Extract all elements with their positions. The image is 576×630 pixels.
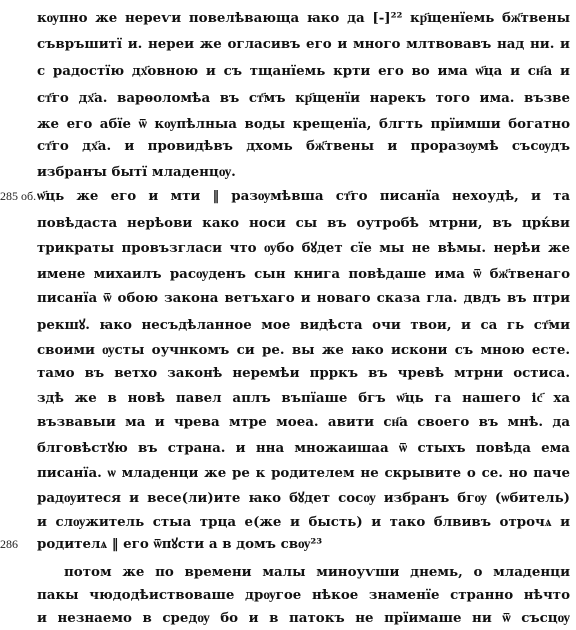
text-line: писанїа. ѡ младенци же ре к родителем не скрывите о се. но паче (37, 465, 570, 481)
text-line: съвръшитї и. нереи же огласивъ его и много млтвовавъ над ни. и (37, 36, 570, 52)
text-line: кѹпно же нереѵи повелѣвающа ꙗко да [-]²² кр҃щенїемь бж҃твены (37, 10, 570, 26)
text-line: родителѧ ‖ его ѿпꙋсти а в домъ свѹ²³ (37, 536, 323, 552)
text-line: имене михаилъ расѹденъ сын книга повѣдаше има ѿ бж҃твенаго (37, 266, 570, 282)
text-line: и слѹжитель стыа трца е(же и бысть) и тако блвивъ отрочѧ и (37, 514, 570, 530)
text-line: и незнаемо в средѹ бо и в патокъ не прїимаше ни ѿ съсцѹ (37, 610, 570, 626)
text-line: ст҃го дх҃а. варѳоломѣа въ ст҃мъ кр҃щенїи нарекъ того има. възве (37, 90, 570, 106)
text-line: блговѣстꙋю въ страна. и нна множаишаа ѿ стыхъ повѣда ема (37, 440, 570, 456)
margin-folio-285ob: 285 об. (0, 189, 36, 203)
text-line: своими ѹсты оучнкомъ си ре. вы же ꙗко искони съ мною есте. (37, 342, 570, 358)
text-line: избранꙑ бытї младенцѹ. (37, 164, 236, 180)
text-line: ст҃го дх҃а. и провидѣвъ дхомь бж҃твены и проразѹмѣ съсѹдъ (37, 138, 570, 154)
text-line: рекшꙋ. ꙗко несъдѣланное мое видѣста очи твои, и са гь ст҃ми (37, 317, 570, 333)
text-line: же его абїе ѿ кѹпѣлныа воды крещенїа, блгть прїимши богатно (37, 116, 570, 132)
text-line: с радостїю дх҃овною и съ тщанїемь крти его во има ѡ҃ца и сн҃а и (37, 63, 570, 79)
text-line: писанїа ѿ обою закона ветъхаго и новаго сказа гла. двдъ въ птри (37, 290, 570, 306)
text-line: ѡ҃ць же его и мти ‖ разѹмѣвша ст҃го писанїа нехоудѣ, и та (37, 188, 570, 204)
margin-folio-286: 286 (0, 537, 18, 551)
text-line: повѣдаста нерѣови како носи сы въ оутробѣ мтрни, въ црќви (37, 215, 570, 231)
text-line: потом же по времени малы миноуѵши днемь, о младенци (64, 564, 570, 580)
text-line: възвавыи ма и чрева мтре моеа. авити сн҃а своего въ мнѣ. да (37, 414, 570, 430)
text-line: пакы чюдодѣиствоваше дрѹгое нѣкое знаменїе странно нѣчто (37, 587, 570, 603)
text-line: трикраты провъзгласи что ѹбо бꙋдет сїе мы не вѣмы. нерѣи же (37, 240, 570, 256)
text-line: здѣ же в новѣ павел аплъ въпїаше бгъ ѡ҃ць га нашего іс҃ ха (37, 390, 570, 406)
text-line: тамо въ ветхо законѣ неремѣи прркъ въ чревѣ мтрни остиса. (37, 365, 570, 381)
text-line: радѹитеся и весе(ли)ите ꙗко бꙋдет сосѹ избранъ бгѹ (ѡбитель) (37, 490, 570, 506)
